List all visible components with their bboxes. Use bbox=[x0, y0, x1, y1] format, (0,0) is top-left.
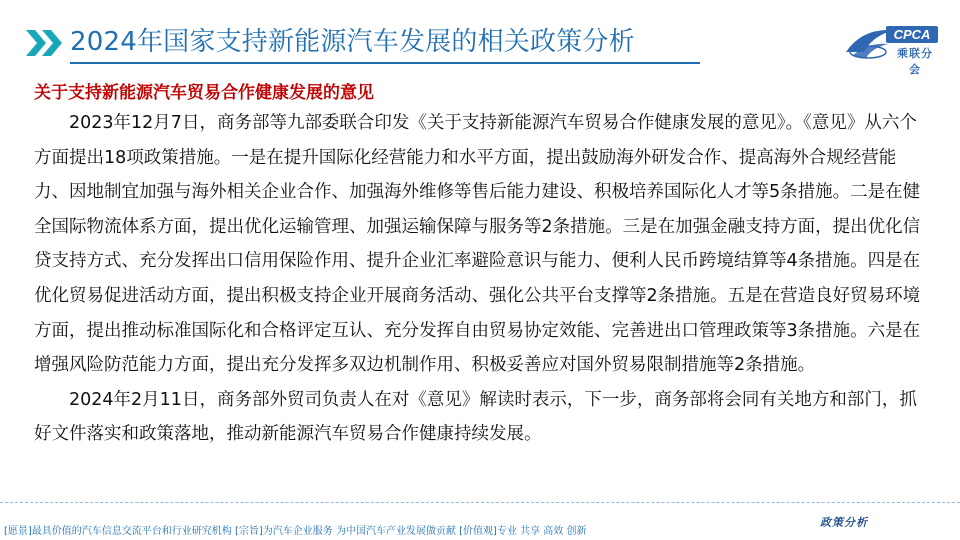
section-heading: 关于支持新能源汽车贸易合作健康发展的意见 bbox=[34, 83, 374, 103]
slide-title: 2024年国家支持新能源汽车发展的相关政策分析 bbox=[70, 27, 635, 57]
body-content bbox=[34, 106, 926, 452]
footer-mission-text: [愿景]最具价值的汽车信息交流平台和行业研究机构 [宗旨]为汽车企业服务 为中国汽车产业发展做贡献 [价值观]专业 共享 高效 创新 bbox=[4, 526, 587, 537]
paragraph-2: 2024年2月11日，商务部外贸司负责人在对《意见》解读时表示，下一步，商务部将会同有关地方和部门，抓好文件落实和政策落地，推动新能源汽车贸易合作健康持续发展。 bbox=[34, 389, 917, 445]
logo-subtitle: 乘联分会 bbox=[897, 47, 933, 76]
footer-divider bbox=[0, 502, 960, 503]
title-underline bbox=[70, 62, 700, 64]
cpca-logo bbox=[842, 22, 942, 76]
paragraph-1: 2023年12月7日，商务部等九部委联合印发《关于支持新能源汽车贸易合作健康发展的意见》。《意见》从六个方面提出18项政策措施。一是在提升国际化经营能力和水平方面，提出鼓励海外研发合作、提高海外合规经营能力、因地制宜加强与海外相关企业合作、加强海外维修等售后能力建设、积极培养国际化人才等5条措施。二是在健全国际物流体系方面，提出优化运输管理、加强运输保障与服务等2条措施。三是在加强金融支持方面，提出优化信贷支持方式、充分发挥出口信用保险作用、提升企业汇率避险意识与能力、便利人民币跨境结算等4条措施。四是在优化贸易促进活动方面，提出积极支持企业开展商务活动、强化公共平台支撑等2条措施。五是在营造良好贸易环境方面，提出推动标准国际化和合格评定互认、充分发挥自由贸易协定效能、完善进出口管理政策等3条措施。六是在增强风险防范能力方面，提出充分发挥多双边机制作用、积极妥善应对国外贸易限制措施等2条措施。 bbox=[34, 113, 921, 376]
logo-brand-text: CPCA bbox=[886, 26, 938, 43]
footer-section-label: 政策分析 bbox=[820, 516, 868, 529]
double-chevron-icon bbox=[26, 30, 66, 56]
